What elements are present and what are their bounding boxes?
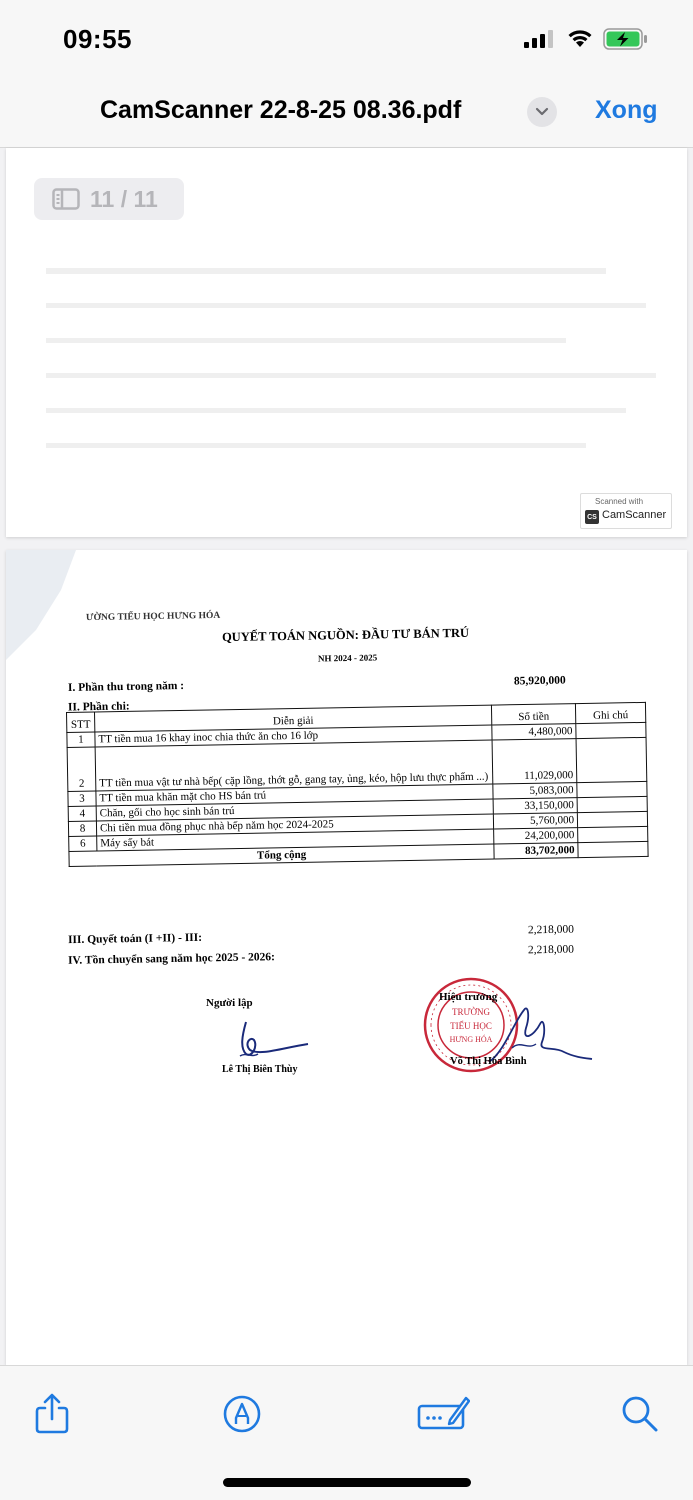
header-description: Diễn giải — [94, 705, 491, 732]
seal-line-2: TIỂU HỌC — [450, 1021, 492, 1031]
total-label: Tổng cộng — [69, 844, 494, 866]
pdf-page-current[interactable] — [6, 550, 687, 1365]
page-counter-label: 11 / 11 — [90, 185, 158, 212]
status-bar — [0, 0, 693, 78]
header-amount: Số tiền — [492, 704, 576, 725]
total-amount: 83,702,000 — [494, 843, 578, 859]
bleed-through-text — [6, 248, 687, 478]
row-note — [576, 737, 647, 782]
title-menu-button[interactable] — [527, 97, 557, 127]
row-amount: 5,083,000 — [493, 783, 577, 799]
page-counter — [34, 178, 184, 220]
done-button[interactable]: Xong — [595, 96, 658, 124]
status-time: 09:55 — [63, 24, 132, 54]
principal-role: Hiệu trưởng — [439, 991, 498, 1003]
share-button[interactable] — [30, 1392, 74, 1436]
expense-table-wrapper — [66, 702, 649, 867]
row-description: Máy sấy bát — [97, 829, 494, 851]
row-description: TT tiền mua vật tư nhà bếp( cặp lồng, thớt gỗ, gang tay, ủng, kéo, hộp lưu thực phẩm ...) — [95, 740, 493, 791]
settlement-amount: 2,218,000 — [527, 923, 575, 937]
header-note: Ghi chú — [576, 702, 646, 723]
camscanner-watermark — [580, 493, 672, 529]
expense-label: II. Phần chi: — [67, 700, 130, 714]
row-note — [578, 826, 648, 842]
principal-name: Võ Thị Hòa Bình — [450, 1056, 527, 1067]
wifi-icon — [566, 27, 594, 49]
income-label: I. Phần thu trong năm : — [67, 679, 185, 695]
seal-line-1: TRƯỜNG — [452, 1007, 490, 1017]
pdf-page-previous[interactable] — [6, 148, 687, 537]
row-note — [577, 811, 647, 827]
signature-field-icon — [416, 1392, 470, 1436]
expense-table — [66, 702, 649, 867]
watermark-brand: CamScanner — [602, 509, 667, 521]
school-name: ƯỜNG TIỂU HỌC HƯNG HÓA — [85, 610, 221, 624]
row-note — [577, 781, 647, 797]
school-year: NH 2024 - 2025 — [317, 652, 378, 664]
income-amount: 85,920,000 — [513, 674, 566, 688]
row-amount: 5,760,000 — [493, 813, 577, 829]
row-amount: 11,029,000 — [492, 739, 577, 784]
search-button[interactable] — [618, 1392, 662, 1436]
paper-fold-shadow — [6, 550, 136, 660]
battery-charging-icon — [603, 27, 649, 51]
navigation-bar — [0, 78, 693, 148]
chevron-down-icon — [535, 107, 549, 117]
row-stt: 6 — [69, 836, 97, 851]
watermark-caption: Scanned with — [595, 497, 644, 506]
row-note — [577, 796, 647, 812]
share-icon — [30, 1392, 74, 1436]
row-description: Chi tiền mua đồng phục nhà bếp năm học 2024-2025 — [96, 814, 493, 836]
row-stt: 2 — [67, 747, 96, 791]
markup-button[interactable] — [220, 1392, 264, 1436]
document-title[interactable]: CamScanner 22-8-25 08.36.pdf — [100, 96, 462, 124]
row-amount: 4,480,000 — [492, 724, 576, 740]
total-note — [578, 841, 648, 857]
fill-and-sign-button[interactable] — [416, 1392, 470, 1436]
preparer-signature — [232, 1018, 312, 1062]
search-icon — [618, 1392, 662, 1436]
markup-pen-icon — [220, 1392, 264, 1436]
preparer-name: Lê Thị Biên Thùy — [222, 1064, 298, 1075]
settlement-label: III. Quyết toán (I +II) - III: — [67, 931, 203, 947]
carryover-label: IV. Tồn chuyển sang năm học 2025 - 2026: — [67, 951, 276, 967]
row-stt: 3 — [68, 791, 96, 806]
row-amount: 24,200,000 — [494, 828, 578, 844]
row-description: TT tiền mua khăn mặt cho HS bán trú — [96, 784, 493, 806]
row-description: Chăn, gối cho học sinh bán trú — [96, 799, 493, 821]
home-indicator[interactable] — [223, 1478, 471, 1487]
row-stt: 4 — [68, 806, 96, 821]
seal-line-3: HƯNG HÓA — [449, 1035, 493, 1044]
row-note — [576, 722, 646, 738]
header-stt: STT — [67, 712, 95, 732]
row-amount: 33,150,000 — [493, 798, 577, 814]
cellular-signal-icon — [524, 30, 556, 48]
preparer-role: Người lập — [206, 997, 253, 1009]
row-description: TT tiền mua 16 khay inoc chia thức ăn cho 16 lớp — [95, 725, 492, 747]
camscanner-logo-icon: CS — [585, 510, 599, 524]
sidebar-icon — [52, 188, 80, 210]
carryover-amount: 2,218,000 — [527, 943, 575, 957]
bottom-toolbar — [0, 1365, 693, 1500]
document-heading: QUYẾT TOÁN NGUỒN: ĐẦU TƯ BÁN TRÚ — [221, 625, 470, 645]
row-stt: 1 — [67, 732, 95, 747]
row-stt: 8 — [68, 821, 96, 836]
